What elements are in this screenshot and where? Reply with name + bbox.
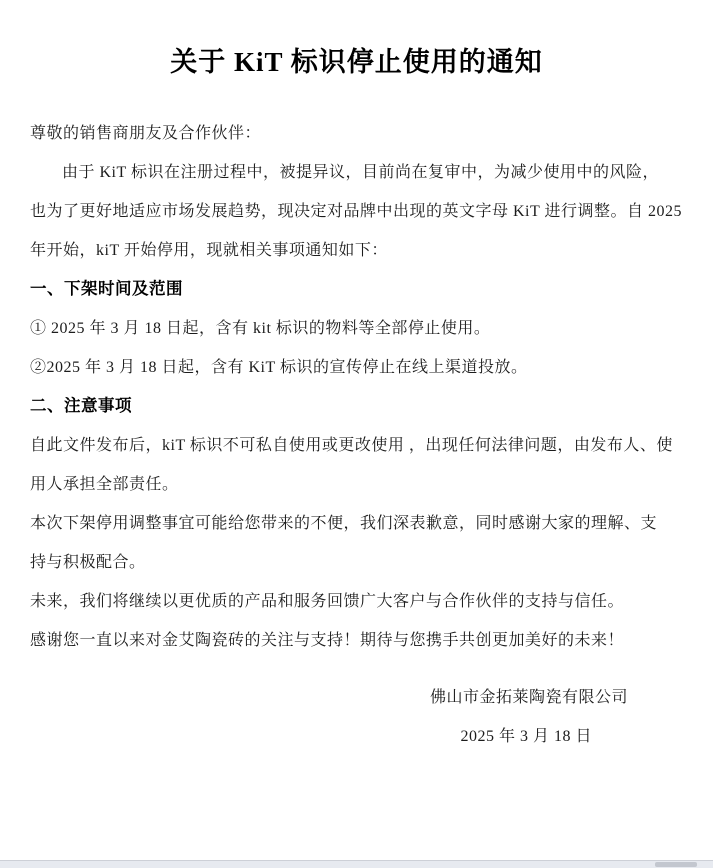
horizontal-scrollbar[interactable] <box>0 860 713 868</box>
document-title: 关于 KiT 标识停止使用的通知 <box>170 47 543 77</box>
signature-company: 佛山市金拓莱陶瓷有限公司 <box>429 689 628 706</box>
section2-line: 自此文件发布后，kiT 标识不可私自使用或更改使用 ，出现任何法律问题，由发布人、使 <box>30 437 673 454</box>
intro-line: 年开始，kiT 开始停用，现就相关事项通知如下： <box>30 242 388 259</box>
section2-heading: 二、注意事项 <box>30 397 132 415</box>
section1-item-1: ① 2025 年 3 月 18 日起，含有 kit 标识的物料等全部停止使用。 <box>30 320 491 337</box>
intro-line: 由于 KiT 标识在注册过程中，被提异议，目前尚在复审中，为减少使用中的风险， <box>62 164 659 181</box>
section2-line: 用人承担全部责任。 <box>30 476 179 493</box>
salutation-line: 尊敬的销售商朋友及合作伙伴： <box>30 125 262 142</box>
section1-item-2: ②2025 年 3 月 18 日起，含有 KiT 标识的宣传停止在线上渠道投放。 <box>30 359 528 376</box>
signature-date: 2025 年 3 月 18 日 <box>460 728 592 745</box>
section1-heading: 一、下架时间及范围 <box>30 280 183 298</box>
section2-line: 持与积极配合。 <box>30 554 146 571</box>
horizontal-scrollbar-thumb[interactable] <box>655 862 697 867</box>
section2-line: 感谢您一直以来对金艾陶瓷砖的关注与支持！期待与您携手共创更加美好的未来！ <box>30 632 625 649</box>
intro-line: 也为了更好地适应市场发展趋势，现决定对品牌中出现的英文字母 KiT 进行调整。自 2025 <box>30 203 682 220</box>
section2-line: 未来，我们将继续以更优质的产品和服务回馈广大客户与合作伙伴的支持与信任。 <box>30 593 625 610</box>
section2-line: 本次下架停用调整事宜可能给您带来的不便，我们深表歉意，同时感谢大家的理解、支 <box>30 515 658 532</box>
